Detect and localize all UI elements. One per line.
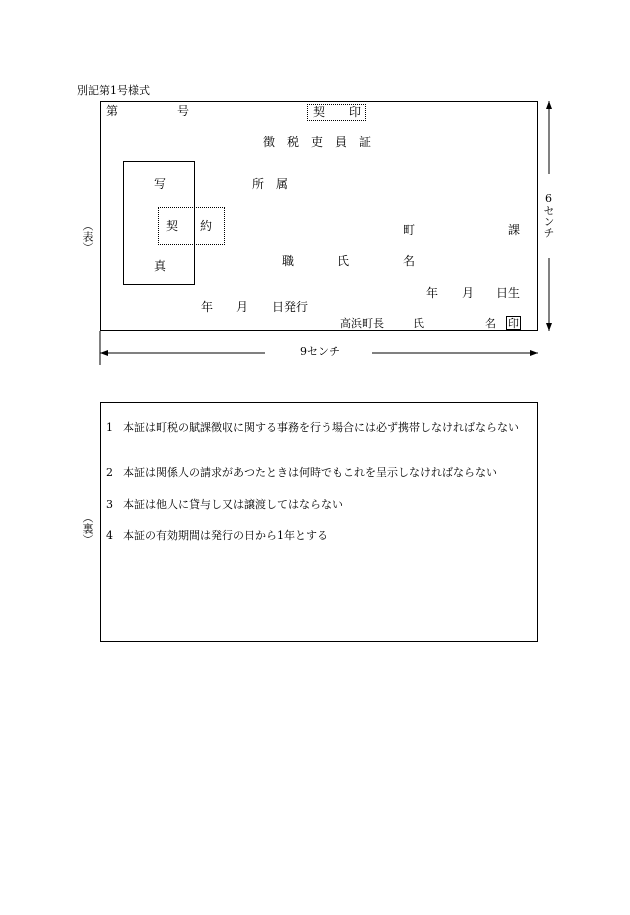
official-seal-char: 印 (508, 317, 519, 330)
clause-number: 3 (106, 498, 113, 511)
position-label: 職 (282, 254, 295, 268)
issuer-name-first: 氏 (413, 317, 424, 330)
issue-year-label: 年 (201, 300, 214, 314)
card-title: 徴 税 吏 員 証 (263, 135, 372, 149)
issuer-title: 高浜町長 (340, 317, 384, 330)
contract-seal-left: 契 (166, 219, 179, 233)
clause-number: 4 (106, 529, 113, 542)
town-label: 町 (403, 223, 416, 237)
birth-day-label: 日生 (496, 286, 521, 300)
section-label: 課 (508, 223, 521, 237)
clause-text: 本証は他人に貸与し又は譲渡してはならない (123, 498, 343, 511)
id-card-back (100, 402, 538, 642)
clause-text: 本証の有効期間は発行の日から1年とする (123, 529, 328, 542)
affiliation-label: 所 属 (252, 177, 289, 191)
clause-text: 本証は町税の賦課徴収に関する事務を行う場合には必ず携帯しなければならない (123, 421, 519, 434)
clause-text: 本証は関係人の請求があつたときは何時でもこれを呈示しなければならない (123, 466, 497, 479)
birth-year-label: 年 (426, 286, 439, 300)
name-label-first: 氏 (337, 254, 350, 268)
number-prefix: 第 (106, 104, 119, 118)
contract-seal-right: 約 (200, 219, 213, 233)
height-dimension-label: 6センチ (542, 192, 555, 238)
clause-number: 1 (106, 421, 113, 434)
number-suffix: 号 (177, 104, 190, 118)
issue-month-label: 月 (236, 300, 249, 314)
form-title: 別記第1号様式 (77, 84, 150, 97)
photo-label-top: 写 (154, 177, 167, 191)
width-dimension-label: 9センチ (300, 345, 340, 358)
clause-number: 2 (106, 466, 113, 479)
birth-month-label: 月 (462, 286, 475, 300)
issue-day-label: 日発行 (272, 300, 309, 314)
back-side-label: （裏） (81, 512, 94, 545)
name-label-second: 名 (403, 254, 416, 268)
issuer-name-second: 名 (485, 317, 496, 330)
front-side-label: （表） (81, 220, 94, 253)
tally-stamp-label: 契 印 (313, 105, 362, 119)
photo-label-bottom: 真 (154, 259, 167, 273)
